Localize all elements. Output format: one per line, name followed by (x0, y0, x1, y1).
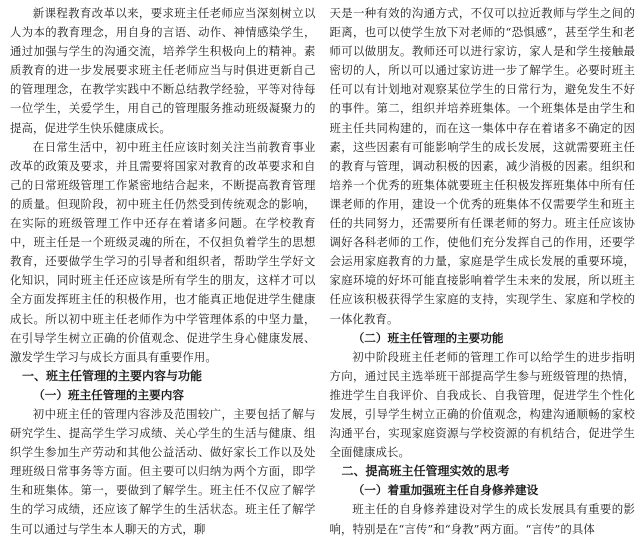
background-paragraph: 在日常生活中，初中班主任应该时刻关注当前教育事业改革的政策及要求，并且需要将国家对教育的改革要求和自己的日常班级管理工作紧密地结合起来，不断提高教育管理的质量。但现阶段，初中班主任仍然受到传统观念的影响，在实际的班级管理工作中还存在着诸多问题。在学校教育中，班主任是一个班级灵魂的所在，不仅担负着学生的思想教育，还要做学生学习的引导者和组织者，帮助学生学好文化知识，同时班主任还应该是所有学生的朋友，这样才可以全方面发挥班主任的积极作用，也才能真正地促进学生健康成长。所以初中班主任老师作为中学管理体系的中坚力量，在引导学生树立正确的价值观念、促进学生身心健康发展、激发学生学习与成长方面具有重要作用。 (10, 139, 316, 364)
management-function-paragraph: 初中阶段班主任老师的管理工作可以给学生的进步指明方向，通过民主选举班干部提高学生参与班级管理的热情，推进学生自我评价、自我成长、自我管理，促进学生个性化发展，引导学生树立正确的价值观念，构建沟通顺畅的家校沟通平台，实现家庭资源与学校资源的有机结合，促进学生全面健康成长。 (329, 349, 635, 460)
subsection-heading-1-2: （二）班主任管理的主要功能 (352, 330, 504, 345)
subsection-heading-1-1: （一）班主任管理的主要内容 (33, 387, 184, 402)
continued-paragraph: 天是一种有效的沟通方式，不仅可以拉近教师与学生之间的距离，也可以使学生放下对老师的“恐惧感”，甚至学生和老师可以做朋友。教师还可以进行家访，家人是和学生接触最密切的人，所以可以通过家访进一步了解学生。必要时班主任可以有计划地对观察某位学生的日常行为，避免发生不好的事件。第二，组织并培养班集体。一个班集体是由学生和班主任共同构建的，而在这一集体中存在着诸多不确定的因素，这些因素有可能影响学生的成长发展，这就需要班主任的教育与管理，调动积极的因素，减少消极的因素。组织和培养一个优秀的班集体就要班主任积极发挥班集体中所有任课老师的作用，建设一个优秀的班集体不仅需要学生和班主任的共同努力，还需要所有任课老师的努力。班主任应该协调好各科老师的工作，使他们充分发挥自己的作用，还要学会运用家庭教育的力量，家庭是学生成长发展的重要环境，家庭环境的好坏可能直接影响着学生未来的发展，所以班主任应该积极获得学生家庭的支持，实现学生、家庭和学校的一体化教育。 (329, 6, 635, 326)
subsection-heading-2-1: （一）着重加强班主任自身修养建设 (352, 483, 539, 498)
self-cultivation-paragraph: 班主任的自身修养建设对学生的成长发展具有重要的影响，特别是在“言传”和“身教”两方面。“言传”的具体 (329, 502, 635, 536)
section-heading-2: 二、提高班主任管理实效的思考 (341, 464, 510, 479)
left-column (10, 4, 316, 544)
section-heading-1: 一、班主任管理的主要内容与功能 (22, 368, 203, 383)
right-column (330, 4, 636, 544)
intro-paragraph: 新课程教育改革以来，要求班主任老师应当深刻树立以人为本的教育理念，用自身的言语、动作、神情感染学生，通过加强与学生的沟通交流，培养学生积极向上的精神。素质教育的进一步发展要求班主任老师应当与时俱进更新自己的管理理念，在教学实践中不断总结教学经验，平等对待每一位学生，关爱学生，用自己的管理服务推动班级凝聚力的提高，促进学生快乐健康成长。 (10, 6, 316, 135)
management-content-paragraph: 初中班主任的管理内容涉及范围较广，主要包括了解与研究学生、提高学生学习成绩、关心学生的生活与健康、组织学生参加生产劳动和其他公益活动、做好家长工作以及处理班级日常事务等方面。但主要可以归纳为两个方面，即学生和班集体。第一，要做到了解学生。班主任不仅应了解学生的学习成绩，还应该了解学生的生活状态。班主任了解学生可以通过与学生本人聊天的方式，聊 (10, 406, 316, 536)
